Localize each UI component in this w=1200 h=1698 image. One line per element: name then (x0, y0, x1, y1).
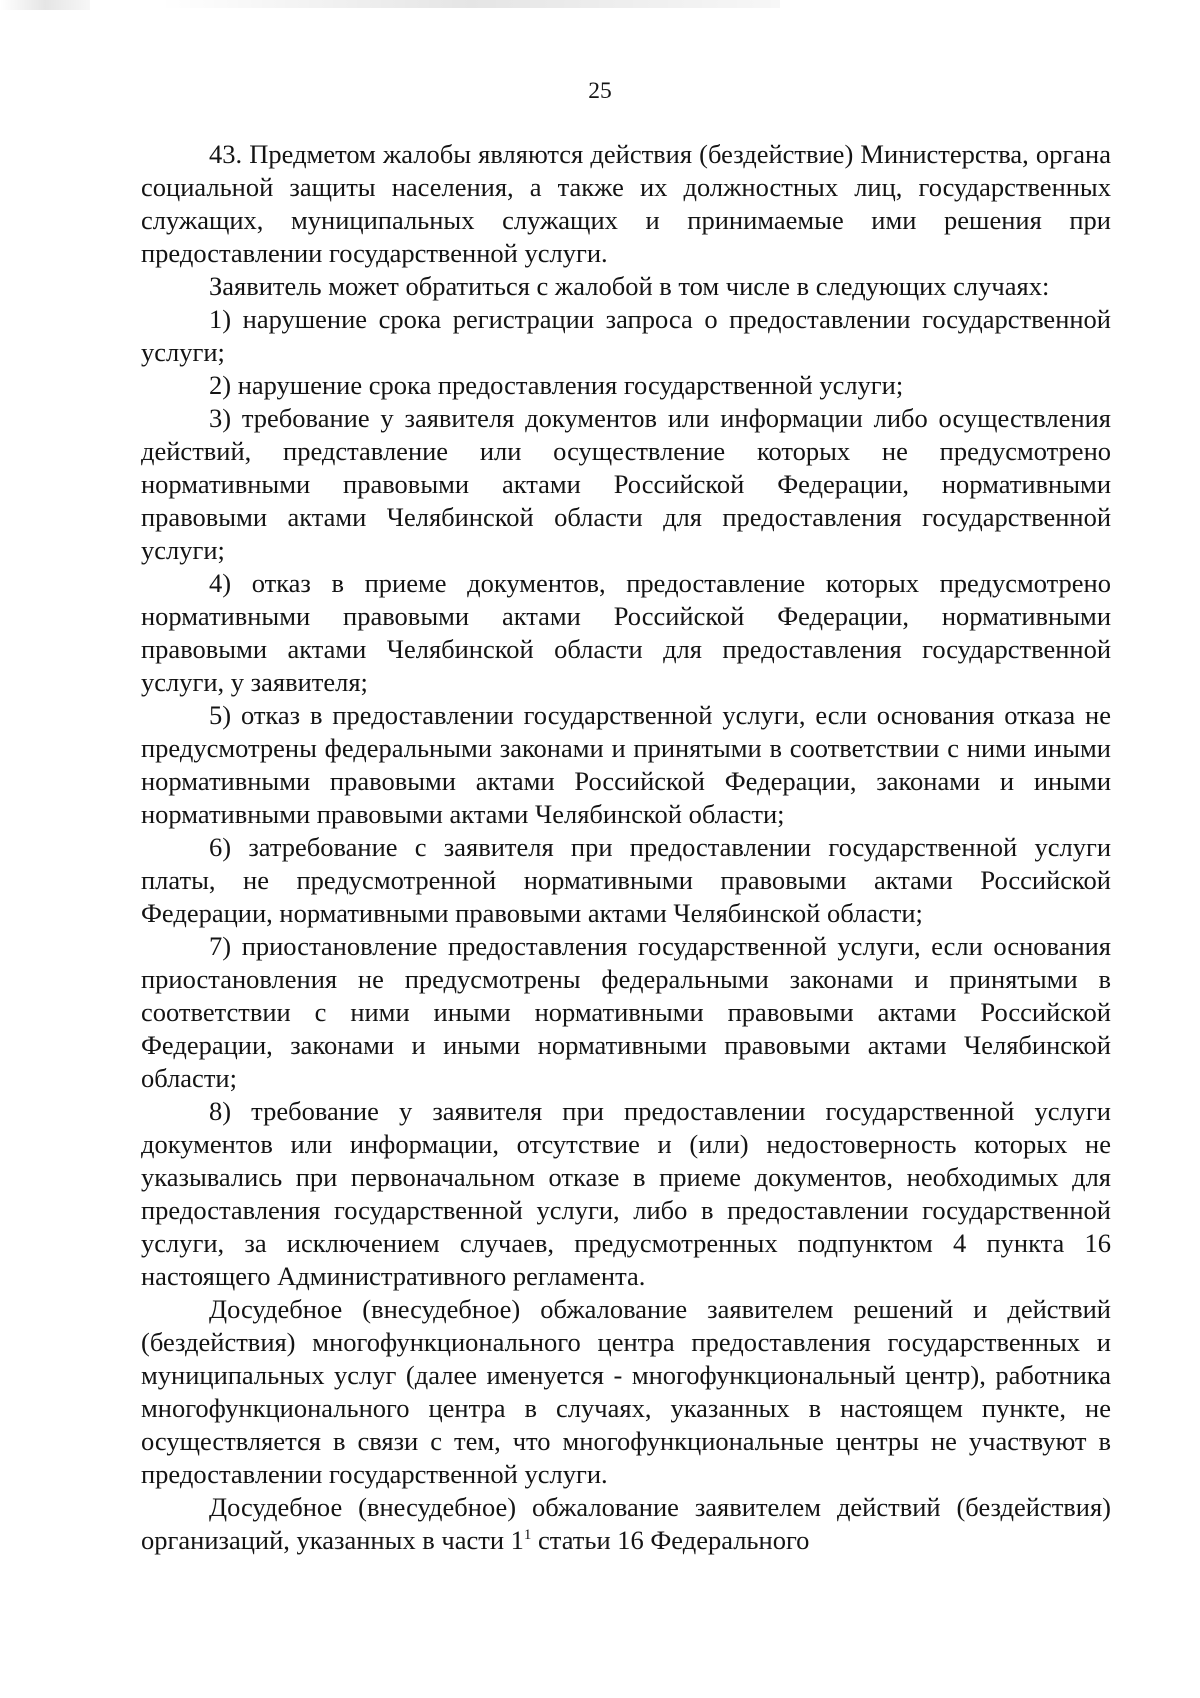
paragraph-last-tail: статьи 16 Федерального (531, 1525, 810, 1555)
paragraph: 43. Предметом жалобы являются действия (бездействие) Министерства, органа социальной защиты населения, а также их должностных лиц, государственных служащих, муниципальных служащих и принимаемые ими решения при предоставлении государственной услуги. (141, 139, 1111, 268)
list-item: 5) отказ в предоставлении государственной услуги, если основания отказа не предусмотрены федеральными законами и принятыми в соответствии с ними иными нормативными правовыми актами Российской Федерации, законами и иными нормативными правовыми актами Челябинской области; (141, 700, 1111, 829)
document-body (141, 138, 1111, 1557)
scan-edge-left (0, 0, 90, 10)
scan-edge-top (160, 0, 780, 8)
paragraph-last (141, 1491, 1111, 1557)
list-item: 7) приостановление предоставления государственной услуги, если основания приостановления не предусмотрены федеральными законами и принятыми в соответствии с ними иными нормативными правовыми актами Российской Федерации, законами и иными нормативными правовыми актами Челябинской области; (141, 931, 1111, 1093)
list-item: 8) требование у заявителя при предоставлении государственной услуги документов или информации, отсутствие и (или) недостоверность которых не указывались при первоначальном отказе в приеме документов, необходимых для предоставления государственной услуги, либо в предоставлении государственной услуги, за исключением случаев, предусмотренных подпунктом 4 пункта 16 настоящего Административного регламента. (141, 1096, 1111, 1291)
list-item: 2) нарушение срока предоставления государственной услуги; (209, 370, 904, 400)
paragraph-last-text: Досудебное (внесудебное) обжалование заявителем действий (бездействия) организаций, указанных в части 1 (141, 1492, 1111, 1555)
list-item: 1) нарушение срока регистрации запроса о предоставлении государственной услуги; (141, 304, 1111, 367)
list-item: 6) затребование с заявителя при предоставлении государственной услуги платы, не предусмотренной нормативными правовыми актами Российской Федерации, нормативными правовыми актами Челябинской области; (141, 832, 1111, 928)
paragraph: Досудебное (внесудебное) обжалование заявителем решений и действий (бездействия) многофункционального центра предоставления государственных и муниципальных услуг (далее именуется - многофункциональный центр), работника многофункционального центра в случаях, указанных в настоящем пункте, не осуществляется в связи с тем, что многофункциональные центры не участвуют в предоставлении государственной услуги. (141, 1294, 1111, 1489)
superscript: 1 (523, 1527, 532, 1544)
list-item: 4) отказ в приеме документов, предоставление которых предусмотрено нормативными правовыми актами Российской Федерации, нормативными правовыми актами Челябинской области для предоставления государственной услуги, у заявителя; (141, 568, 1111, 697)
page-number: 25 (588, 78, 612, 104)
list-item: 3) требование у заявителя документов или информации либо осуществления действий, представление или осуществление которых не предусмотрено нормативными правовыми актами Российской Федерации, нормативными правовыми актами Челябинской области для предоставления государственной услуги; (141, 403, 1111, 565)
paragraph: Заявитель может обратиться с жалобой в том числе в следующих случаях: (209, 271, 1050, 301)
